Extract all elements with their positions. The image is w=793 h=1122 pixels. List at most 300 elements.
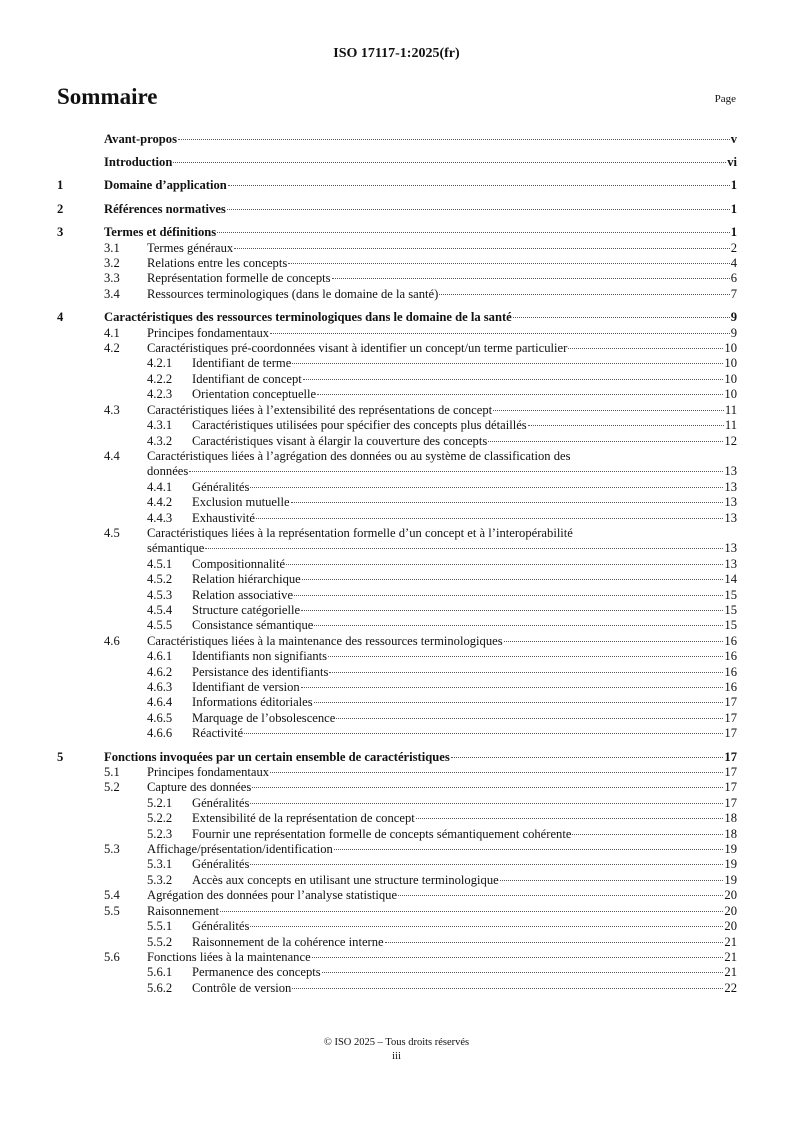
toc-entry-page[interactable]: 10: [724, 387, 737, 402]
toc-entry-page[interactable]: 19: [724, 857, 737, 872]
toc-entry-page[interactable]: 7: [730, 286, 737, 301]
toc-entry-page[interactable]: 9: [730, 310, 737, 325]
toc-entry-page[interactable]: v: [730, 132, 737, 146]
toc-entry-title[interactable]: Termes et définitions: [104, 225, 217, 240]
toc-entry-page[interactable]: 10: [724, 341, 737, 356]
dot-leader: [173, 162, 726, 163]
dot-leader: [189, 471, 723, 472]
toc-entry-title[interactable]: Relation hiérarchique: [192, 572, 301, 587]
toc-entry-title-wrap: [104, 178, 731, 193]
toc-entry-number: 5.6.1: [147, 965, 173, 980]
dot-leader: [227, 209, 730, 210]
toc-entry-number: 4.2.3: [147, 387, 173, 402]
dot-leader: [451, 757, 724, 758]
dot-leader: [217, 232, 730, 233]
toc-entry-page[interactable]: 14: [724, 572, 737, 587]
toc-entry[interactable]: [57, 202, 737, 217]
toc-entry-page[interactable]: 15: [724, 602, 737, 617]
toc-entry[interactable]: [57, 618, 737, 633]
toc-entry-title[interactable]: Principes fondamentaux: [147, 765, 270, 780]
dot-leader: [312, 957, 724, 958]
toc-entry-number: 5.2.2: [147, 811, 173, 826]
toc-entry-title[interactable]: Avant-propos: [104, 132, 178, 146]
toc-entry-title-wrap: [192, 680, 724, 695]
toc-entry-page[interactable]: 20: [724, 919, 737, 934]
toc-entry[interactable]: [57, 372, 737, 387]
toc-entry[interactable]: [57, 178, 737, 193]
toc-entry-number: 4.6.3: [147, 680, 173, 694]
toc-entry[interactable]: [57, 796, 737, 811]
toc-entry-title[interactable]: Caractéristiques visant à élargir la couverture des concepts: [192, 433, 488, 448]
dot-leader: [493, 410, 724, 411]
toc-entry-page[interactable]: 13: [724, 464, 737, 479]
toc-entry-title[interactable]: Relation associative: [192, 587, 294, 602]
toc-entry-page[interactable]: 20: [724, 903, 737, 918]
toc-entry-page[interactable]: 1: [730, 178, 737, 193]
toc-entry-title[interactable]: Extensibilité de la représentation de concept: [192, 811, 415, 826]
toc-entry[interactable]: [57, 750, 737, 765]
toc-entry-page[interactable]: 17: [724, 710, 737, 725]
toc-entry-page[interactable]: 21: [724, 934, 737, 949]
toc-entry-number: 5.1: [104, 765, 120, 780]
toc-entry[interactable]: [57, 434, 737, 449]
dot-leader: [329, 672, 723, 673]
toc-entry-title[interactable]: Termes généraux: [147, 240, 234, 255]
toc-entry-page[interactable]: 17: [724, 749, 737, 764]
toc-entry-title-wrap: [192, 711, 724, 726]
toc-entry-title-wrap: [147, 842, 724, 857]
toc-entry-title[interactable]: Capture des données: [147, 780, 252, 795]
toc-entry[interactable]: [57, 511, 737, 526]
dot-leader: [488, 441, 723, 442]
dot-leader: [334, 849, 724, 850]
page-number: iii: [392, 1051, 401, 1062]
dot-leader: [234, 248, 730, 249]
toc-entry-number: 3: [57, 225, 64, 240]
toc-entry-title-wrap: [104, 225, 731, 240]
toc-entry[interactable]: [57, 464, 737, 479]
toc-entry-title[interactable]: Orientation conceptuelle: [192, 387, 317, 402]
toc-entry-number: 4.6: [104, 633, 120, 648]
toc-entry[interactable]: [57, 526, 737, 541]
footer: [0, 1036, 793, 1064]
toc-entry[interactable]: [57, 649, 737, 664]
toc-entry-title-wrap: [192, 811, 724, 826]
dot-leader: [572, 834, 723, 835]
toc-entry-page[interactable]: 11: [724, 402, 737, 417]
toc-entry-title[interactable]: Caractéristiques liées à l’extensibilité des représentations de concept: [147, 402, 493, 417]
toc-entry[interactable]: [57, 695, 737, 710]
toc-entry-title-wrap: [192, 588, 724, 603]
toc-entry-title[interactable]: Fonctions liées à la maintenance: [147, 949, 311, 964]
dot-leader: [228, 185, 730, 186]
toc-entry-page[interactable]: 20: [724, 888, 737, 903]
toc-entry[interactable]: [57, 857, 737, 872]
toc-entry[interactable]: [57, 387, 737, 402]
toc-entry[interactable]: [57, 888, 737, 903]
toc-entry-title[interactable]: Caractéristiques pré-coordonnées visant à identifier un concept/un terme particulier: [147, 341, 568, 356]
toc-entry-title[interactable]: Caractéristiques utilisées pour spécifier des concepts plus détaillés: [192, 418, 527, 433]
toc-entry-title-wrap: [192, 572, 724, 587]
toc-entry-number: 4.6.5: [147, 710, 173, 725]
toc-entry[interactable]: [57, 935, 737, 950]
toc-entry-title[interactable]: sémantique: [147, 541, 205, 556]
toc-entry-number: 4.4.1: [147, 479, 173, 494]
dot-leader: [288, 263, 729, 264]
toc-entry-title[interactable]: Permanence des concepts: [192, 965, 321, 980]
toc-entry-title[interactable]: Introduction: [104, 155, 173, 169]
toc-entry-number: 4.5: [104, 525, 120, 540]
toc-entry[interactable]: [57, 256, 737, 271]
toc-entry-number: 5.3.2: [147, 872, 173, 887]
toc-entry-title-wrap: [147, 256, 731, 271]
toc-entry-number: 4.2.2: [147, 371, 173, 386]
toc-entry-title-wrap: [104, 310, 731, 325]
dot-leader: [439, 294, 729, 295]
toc-entry[interactable]: [57, 588, 737, 603]
toc-entry-page[interactable]: 2: [730, 240, 737, 255]
toc-entry-page[interactable]: 21: [724, 949, 737, 964]
toc-entry-title[interactable]: Domaine d’application: [104, 178, 227, 193]
toc-entry-number: 2: [57, 201, 64, 216]
toc-entry-title-wrap: [192, 511, 724, 526]
dot-leader: [294, 595, 723, 596]
toc-entry[interactable]: [57, 287, 737, 302]
dot-leader: [328, 656, 723, 657]
dot-leader: [416, 818, 724, 819]
toc-entry-number: 5.4: [104, 888, 120, 903]
toc-entry-title-wrap: [147, 341, 724, 356]
toc-entry[interactable]: [57, 403, 737, 418]
dot-leader: [252, 787, 723, 788]
toc-entry-title-wrap: [192, 665, 724, 680]
toc-entry[interactable]: [57, 341, 737, 356]
toc-entry-title-wrap: [192, 981, 724, 996]
toc-entry-title-wrap: [147, 888, 724, 903]
dot-leader: [220, 911, 723, 912]
toc-entry-title-wrap: [192, 603, 724, 618]
toc-entry-title[interactable]: Identifiants non signifiants: [192, 649, 328, 664]
toc-entry-title[interactable]: Fournir une représentation formelle de concepts sémantiquement cohérente: [192, 826, 572, 841]
toc-entry-title-wrap: [147, 271, 731, 286]
toc-entry-title[interactable]: Principes fondamentaux: [147, 325, 270, 340]
toc-entry[interactable]: [57, 480, 737, 495]
toc-entry-title-wrap: [147, 634, 724, 649]
dot-leader: [322, 972, 724, 973]
toc-entry[interactable]: [57, 449, 737, 464]
toc-entry-title[interactable]: Persistance des identifiants: [192, 664, 329, 679]
dot-leader: [292, 363, 723, 364]
toc-entry-title-wrap: [192, 618, 724, 633]
toc-entry-number: 5.3.1: [147, 857, 173, 872]
dot-leader: [528, 425, 724, 426]
toc-entry-title[interactable]: Généralités: [192, 479, 250, 494]
toc-entry-title-wrap: [192, 372, 724, 387]
toc-entry-title-wrap: [147, 526, 737, 541]
toc-entry-title[interactable]: Accès aux concepts en utilisant une structure terminologique: [192, 872, 499, 887]
toc-entry-title[interactable]: Caractéristiques liées à la maintenance des ressources terminologiques: [147, 633, 503, 648]
toc-entry-title[interactable]: Informations éditoriales: [192, 695, 313, 710]
toc-entry-page[interactable]: 13: [724, 556, 737, 571]
toc-entry-title-wrap: [192, 726, 724, 741]
toc-entry-number: 4.1: [104, 325, 120, 340]
toc-entry[interactable]: [57, 418, 737, 433]
dot-leader: [314, 625, 723, 626]
toc-entry-number: 4.3.1: [147, 418, 173, 433]
toc-entry-page[interactable]: 13: [724, 479, 737, 494]
toc-entry-title-wrap: [147, 904, 724, 919]
dot-leader: [513, 317, 730, 318]
toc-entry-number: 5.5: [104, 903, 120, 918]
toc-entry-title[interactable]: Agrégation des données pour l’analyse statistique: [147, 888, 398, 903]
dot-leader: [317, 394, 723, 395]
toc-entry[interactable]: [57, 132, 737, 147]
dot-leader: [205, 548, 723, 549]
toc-entry-page[interactable]: 17: [724, 726, 737, 741]
toc-entry-page[interactable]: 16: [724, 649, 737, 664]
toc-entry[interactable]: [57, 950, 737, 965]
toc-entry-number: 5.2: [104, 780, 120, 795]
toc-entry-title-wrap: [147, 287, 731, 302]
toc-entry-number: 5.3: [104, 842, 120, 857]
toc-entry-number: 4.4.2: [147, 495, 173, 510]
toc-entry[interactable]: [57, 241, 737, 256]
toc-entry-number: 4.3: [104, 402, 120, 417]
toc-entry[interactable]: [57, 827, 737, 842]
toc-entry[interactable]: [57, 780, 737, 795]
toc-entry-page[interactable]: 9: [730, 325, 737, 340]
toc-entry-title[interactable]: Caractéristiques liées à la représentation formelle d’un concept et à l’interopérabilité: [147, 525, 573, 540]
toc-entry-page[interactable]: 10: [724, 356, 737, 371]
toc-entry[interactable]: [57, 919, 737, 934]
toc-entry[interactable]: [57, 873, 737, 888]
toc-entry-title-wrap: [192, 649, 724, 664]
toc-entry-number: 5.5.2: [147, 934, 173, 949]
toc-entry-page[interactable]: 1: [730, 225, 737, 240]
toc-entry-number: 4.4.3: [147, 510, 173, 525]
toc-entry-page[interactable]: 17: [724, 780, 737, 795]
toc-entry-title[interactable]: Fonctions invoquées par un certain ensemble de caractéristiques: [104, 749, 450, 764]
toc-entry-title-wrap: [192, 557, 724, 572]
toc-entry-number: 5: [57, 749, 64, 764]
toc-entry-page[interactable]: 6: [730, 271, 737, 286]
toc-entry[interactable]: [57, 634, 737, 649]
toc-entry-title-wrap: [104, 155, 727, 170]
toc-entry-number: 5.2.3: [147, 826, 173, 841]
toc-entry-title[interactable]: Raisonnement de la cohérence interne: [192, 934, 384, 949]
toc-entry[interactable]: [57, 842, 737, 857]
toc-entry[interactable]: [57, 495, 737, 510]
toc-entry-title[interactable]: Structure catégorielle: [192, 602, 301, 617]
dot-leader: [568, 348, 723, 349]
toc-entry-page[interactable]: 21: [724, 965, 737, 980]
toc-entry-number: 5.6.2: [147, 980, 173, 995]
toc-entry[interactable]: [57, 726, 737, 741]
toc-entry-title-wrap: [192, 387, 724, 402]
toc-entry-number: 4.5.5: [147, 618, 173, 633]
toc-entry-number: 3.1: [104, 240, 120, 255]
dot-leader: [301, 687, 724, 688]
toc-entry[interactable]: [57, 225, 737, 240]
toc-entry-page[interactable]: 4: [730, 256, 737, 271]
toc-entry[interactable]: [57, 965, 737, 980]
toc-entry-number: 5.2.1: [147, 795, 173, 810]
toc-entry[interactable]: [57, 711, 737, 726]
toc-entry-number: 4.6.2: [147, 664, 173, 679]
dot-leader: [178, 139, 730, 140]
toc-entry-page[interactable]: 19: [724, 842, 737, 857]
toc-entry-page[interactable]: 11: [724, 418, 737, 433]
dot-leader: [292, 988, 723, 989]
toc-entry-title[interactable]: Relations entre les concepts: [147, 256, 288, 271]
toc-entry[interactable]: [57, 572, 737, 587]
toc-entry[interactable]: [57, 811, 737, 826]
toc-entry-title-wrap: [147, 326, 731, 341]
toc-entry-page[interactable]: 16: [724, 664, 737, 679]
toc-entry-title[interactable]: Identifiant de terme: [192, 356, 292, 371]
toc-entry-title[interactable]: Affichage/présentation/identification: [147, 842, 333, 857]
toc-entry[interactable]: [57, 904, 737, 919]
dot-leader: [303, 379, 724, 380]
dot-leader: [250, 864, 723, 865]
toc-entry-title[interactable]: Généralités: [192, 795, 250, 810]
toc-entry-page[interactable]: 18: [724, 826, 737, 841]
page-title: Sommaire: [57, 84, 158, 109]
toc-entry-title[interactable]: Identifiant de version: [192, 680, 300, 694]
toc-entry[interactable]: [57, 603, 737, 618]
toc-entry-number: 1: [57, 178, 64, 193]
dot-leader: [250, 926, 723, 927]
dot-leader: [314, 702, 724, 703]
toc-entry[interactable]: [57, 541, 737, 556]
copyright: © ISO 2025 – Tous droits réservés: [323, 1037, 470, 1048]
toc-entry-page[interactable]: 18: [724, 811, 737, 826]
toc-entry[interactable]: [57, 326, 737, 341]
toc-entry-title[interactable]: Exclusion mutuelle: [192, 495, 290, 510]
toc-entry-title[interactable]: Exhaustivité: [192, 510, 255, 525]
toc-entry-page[interactable]: 12: [724, 433, 737, 448]
dot-leader: [398, 895, 723, 896]
toc-entry-page[interactable]: 19: [724, 872, 737, 887]
toc-entry-title-wrap: [147, 449, 737, 464]
toc-entry-title-wrap: [192, 919, 724, 934]
dot-leader: [270, 772, 723, 773]
dot-leader: [385, 942, 724, 943]
toc-entry-number: 3.3: [104, 271, 120, 286]
toc-entry-page[interactable]: vi: [727, 155, 737, 169]
toc-entry-title[interactable]: Marquage de l’obsolescence: [192, 710, 336, 725]
toc-entry-title[interactable]: Généralités: [192, 857, 250, 872]
toc-entry-page[interactable]: 10: [724, 371, 737, 386]
toc-entry[interactable]: [57, 310, 737, 325]
toc-entry[interactable]: [57, 155, 737, 170]
toc-entry[interactable]: [57, 981, 737, 996]
toc-entry-number: 4.3.2: [147, 433, 173, 448]
document-header: ISO 17117-1:2025(fr): [333, 46, 460, 61]
toc-entry-title-wrap: [192, 965, 724, 980]
toc-entry-title-wrap: [192, 796, 724, 811]
toc-entry-page[interactable]: 1: [730, 201, 737, 216]
dot-leader: [270, 333, 730, 334]
toc-entry-page[interactable]: 13: [724, 541, 737, 556]
toc-entry-title-wrap: [192, 495, 724, 510]
toc-entry-page[interactable]: 17: [724, 765, 737, 780]
toc-entry-page[interactable]: 17: [724, 795, 737, 810]
dot-leader: [302, 579, 724, 580]
toc-entry-page[interactable]: 22: [724, 980, 737, 995]
toc-entry-title[interactable]: Identifiant de concept: [192, 371, 302, 386]
toc-entry-title-wrap: [192, 356, 724, 371]
toc-entry-title-wrap: [192, 873, 724, 888]
toc-entry-page[interactable]: 15: [724, 587, 737, 602]
dot-leader: [291, 502, 724, 503]
dot-leader: [504, 641, 724, 642]
toc-entry-page[interactable]: 16: [724, 633, 737, 648]
toc-entry-page[interactable]: 13: [724, 510, 737, 525]
toc-entry-number: 5.6: [104, 949, 120, 964]
toc-entry-title[interactable]: Raisonnement: [147, 903, 220, 918]
toc-entry[interactable]: [57, 356, 737, 371]
toc-entry-title[interactable]: Réactivité: [192, 726, 244, 741]
toc-entry-number: 4.5.2: [147, 572, 173, 587]
toc-entry-title-wrap: [192, 695, 724, 710]
toc-entry-number: 4: [57, 310, 64, 325]
dot-leader: [250, 487, 723, 488]
toc-entry-number: 3.2: [104, 256, 120, 271]
toc-entry-number: 4.6.1: [147, 649, 173, 664]
toc-entry-number: 4.6.4: [147, 695, 173, 710]
toc-entry-number: 4.2.1: [147, 356, 173, 371]
toc-entry-page[interactable]: 13: [724, 495, 737, 510]
table-of-contents: [57, 132, 737, 996]
toc-entry-title-wrap: [192, 480, 724, 495]
toc-entry-title-wrap: [192, 857, 724, 872]
dot-leader: [301, 610, 723, 611]
toc-entry-title[interactable]: Caractéristiques des ressources terminologiques dans le domaine de la santé: [104, 310, 512, 325]
toc-entry-title-wrap: [147, 765, 724, 780]
toc-entry-number: 4.6.6: [147, 726, 173, 741]
dot-leader: [336, 718, 723, 719]
toc-entry[interactable]: [57, 665, 737, 680]
toc-entry-page[interactable]: 16: [724, 680, 737, 694]
toc-entry[interactable]: [57, 680, 737, 695]
toc-entry-title[interactable]: données: [147, 464, 189, 479]
toc-entry-number: 4.5.3: [147, 587, 173, 602]
toc-entry-title[interactable]: Consistance sémantique: [192, 618, 314, 633]
toc-entry[interactable]: [57, 271, 737, 286]
toc-entry-page[interactable]: 15: [724, 618, 737, 633]
toc-entry-title-wrap: [192, 935, 724, 950]
toc-entry-title-wrap: [192, 827, 724, 842]
toc-entry-number: 4.2: [104, 341, 120, 356]
toc-entry-title[interactable]: Références normatives: [104, 201, 226, 216]
toc-entry-title-wrap: [147, 241, 731, 256]
toc-entry[interactable]: [57, 765, 737, 780]
toc-entry-title[interactable]: Représentation formelle de concepts: [147, 271, 331, 286]
toc-entry[interactable]: [57, 557, 737, 572]
toc-entry-title[interactable]: Généralités: [192, 919, 250, 934]
toc-entry-title[interactable]: Compositionnalité: [192, 556, 286, 571]
toc-entry-title-wrap: [147, 464, 724, 479]
toc-entry-title-wrap: [104, 132, 731, 147]
toc-entry-title[interactable]: Ressources terminologiques (dans le domaine de la santé): [147, 286, 439, 301]
toc-entry-title[interactable]: Caractéristiques liées à l’agrégation des données ou au système de classification des: [147, 448, 571, 463]
dot-leader: [256, 518, 723, 519]
toc-entry-title[interactable]: Contrôle de version: [192, 980, 292, 995]
dot-leader: [286, 564, 723, 565]
toc-entry-title-wrap: [147, 541, 724, 556]
toc-entry-page[interactable]: 17: [724, 695, 737, 710]
